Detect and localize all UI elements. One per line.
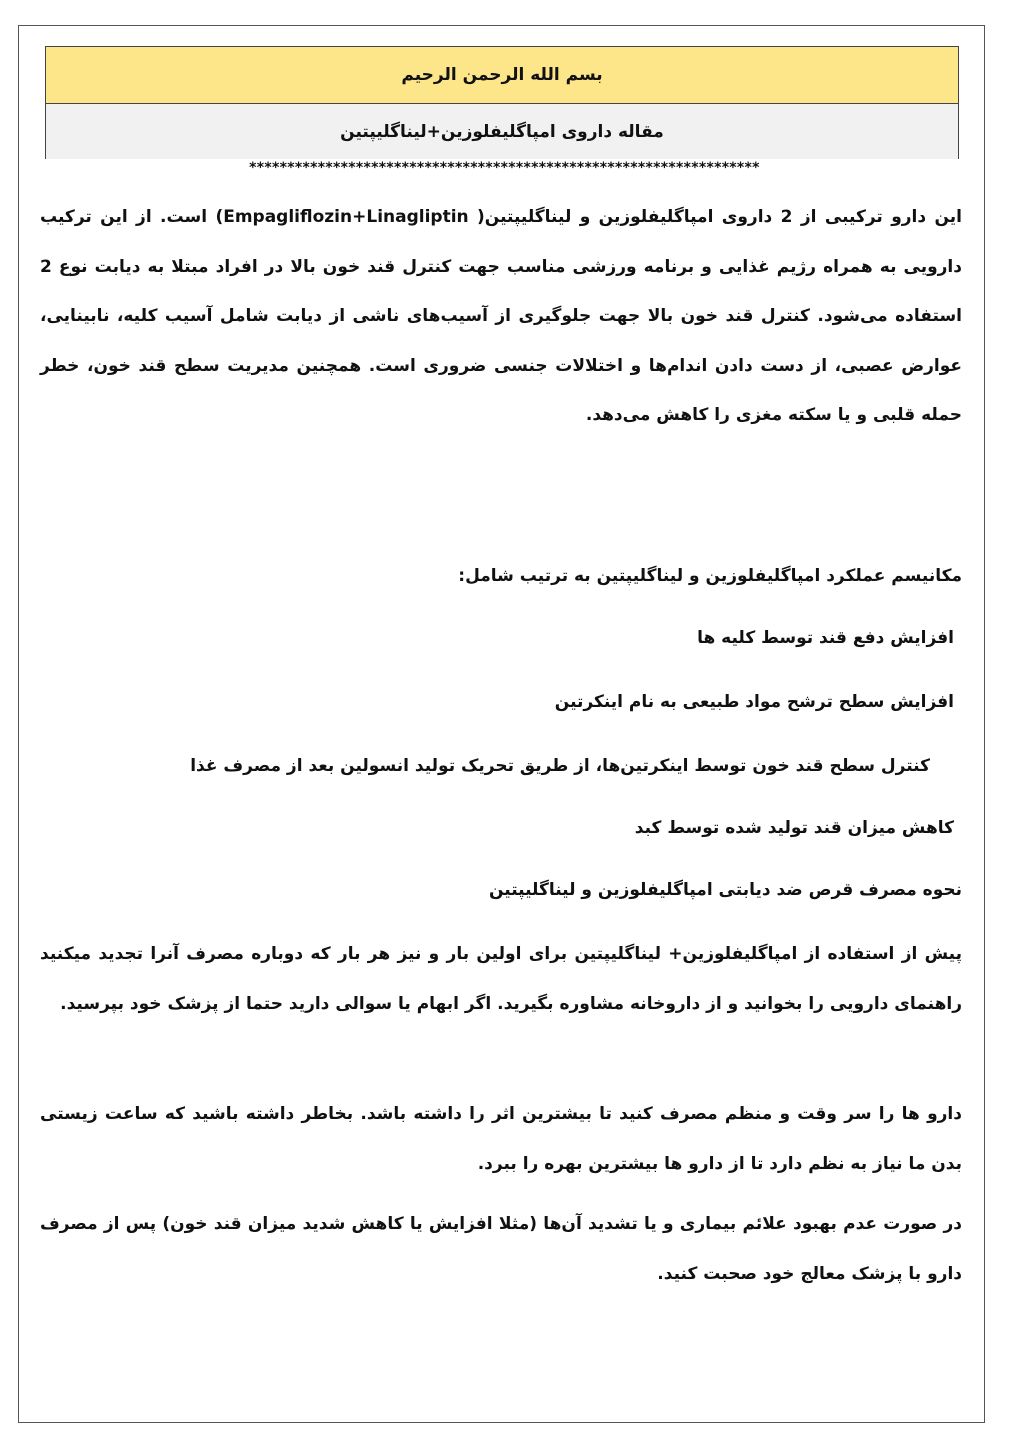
title-row [46,104,958,159]
mechanism-item-2: افزایش سطح ترشح مواد طبیعی به نام اینکرتین [554,692,954,712]
mechanism-item-1: افزایش دفع قند توسط کلیه ها [697,628,954,648]
mechanism-item-4: کاهش میزان قند تولید شده توسط کبد [634,818,954,838]
usage-heading: نحوه مصرف قرص ضد دیابتی امپاگلیفلوزین و لیناگلیپتین [488,880,962,900]
usage-paragraph-2: دارو ها را سر وقت و منظم مصرف کنید تا بیشترین اثر را داشته باشد. بخاطر داشته باشید که ساعت زیستی بدن ما نیاز به نظم دارد تا از دارو ها بیشترین بهره را ببرد. [40,1104,962,1174]
intro-paragraph: این دارو ترکیبی از 2 داروی امپاگلیفلوزین و لیناگلیپتین( Empagliflozin+Linagliptin) است. از این ترکیب دارویی به همراه رژیم غذایی و برنامه ورزشی مناسب جهت کنترل قند خون بالا در افراد مبتلا به دیابت نوع 2 استفاده می‌شود. کنترل قند خون بالا جهت جلوگیری از آسیب‌های ناشی از دیابت شامل آسیب کلیه، نابینایی، عوارض عصبی، از دست دادن اندام‌ها و اختلالات جنسی ضروری است. همچنین مدیریت سطح قند خون، خطر حمله قلبی و یا سکته مغزی را کاهش می‌دهد. [40,207,962,425]
header-table [45,46,959,159]
usage-paragraph-1: پیش از استفاده از امپاگلیفلوزین+ لیناگلیپتین برای اولین بار و نیز هر بار که دوباره مصرف آنرا تجدید میکنید راهنمای دارویی را بخوانید و از داروخانه مشاوره بگیرید. اگر ابهام یا سوالی دارید حتما از پزشک خود بپرسید. [40,944,962,1014]
basmala-row [46,47,958,104]
basmala-text: بسم الله الرحمن الرحیم [401,65,603,85]
page-title: مقاله داروی امپاگلیفلوزین+لیناگلیپتین [340,121,664,142]
usage-paragraph-3: در صورت عدم بهبود علائم بیماری و یا تشدید آن‌ها (مثلا افزایش یا کاهش شدید میزان قند خون) پس از مصرف دارو با پزشک معالج خود صحبت کنید. [40,1214,962,1284]
mechanism-heading: مکانیسم عملکرد امپاگلیفلوزین و لیناگلیپتین به ترتیب شامل: [458,566,962,586]
separator-line: ******************************************************************* [249,160,760,176]
mechanism-item-3: کنترل سطح قند خون توسط اینکرتین‌ها، از طریق تحریک تولید انسولین بعد از مصرف غذا [190,756,930,776]
